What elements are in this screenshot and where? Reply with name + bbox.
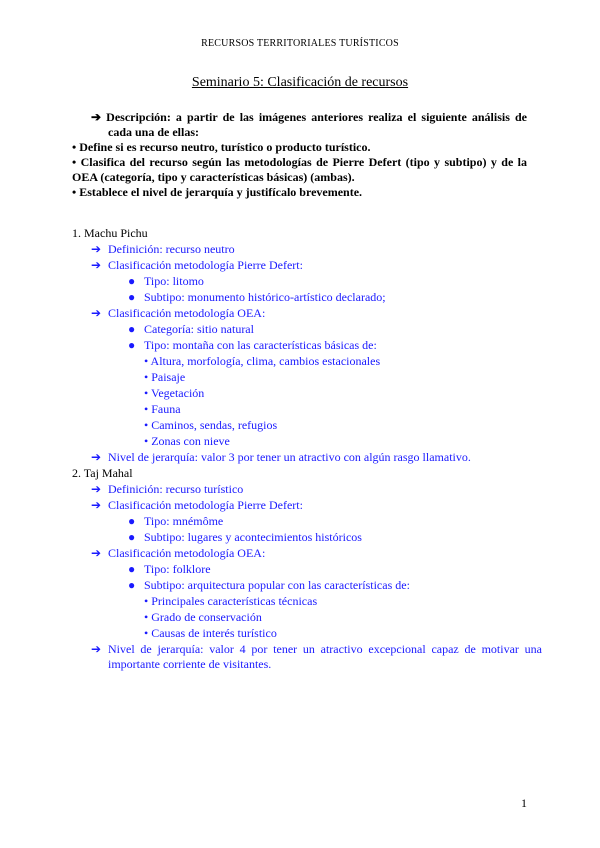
bullet-icon: ● bbox=[128, 322, 136, 336]
description-bullet-2: • Clasifica del recurso según las metodologías de Pierre Defert (tipo y subtipo) y de la OEA (categoría, tipo y características básicas) (ambas). bbox=[72, 155, 527, 184]
bullet-icon: ● bbox=[128, 530, 136, 544]
s1-oea-tipo: ● Tipo: montaña con las características básicas de: bbox=[128, 338, 377, 352]
s1-oea-heading: ➔ Clasificación metodología OEA: bbox=[91, 306, 266, 320]
s2-defert-heading: ➔ Clasificación metodología Pierre Defert: bbox=[91, 498, 303, 512]
s2-definition: ➔ Definición: recurso turístico bbox=[91, 482, 244, 496]
s2-oea-subtipo: ● Subtipo: arquitectura popular con las características de: bbox=[128, 578, 410, 592]
s2-oea-tipo: ● Tipo: folklore bbox=[128, 562, 211, 576]
bullet-icon: ● bbox=[128, 562, 136, 576]
bullet-icon: ● bbox=[128, 338, 136, 352]
s2-feature: • Principales características técnicas bbox=[144, 594, 318, 608]
s1-feature: • Paisaje bbox=[144, 370, 186, 384]
s1-feature: • Altura, morfología, clima, cambios estacionales bbox=[144, 354, 381, 368]
s2-nivel: ➔ Nivel de jerarquía: valor 4 por tener un atractivo excepcional capaz de motivar una importante corriente de visitantes. bbox=[91, 642, 542, 671]
s2-oea-heading: ➔ Clasificación metodología OEA: bbox=[91, 546, 266, 560]
s1-feature: • Caminos, sendas, refugios bbox=[144, 418, 278, 432]
arrow-icon: ➔ bbox=[91, 642, 102, 656]
bullet-icon: ● bbox=[128, 274, 136, 288]
s1-defert-subtipo: ● Subtipo: monumento histórico-artístico declarado; bbox=[128, 290, 386, 304]
s1-oea-categoria: ● Categoría: sitio natural bbox=[128, 322, 254, 336]
arrow-icon: ➔ bbox=[91, 546, 102, 560]
s1-defert-tipo: ● Tipo: litomo bbox=[128, 274, 204, 288]
arrow-icon: ➔ bbox=[91, 306, 102, 320]
page-title: Seminario 5: Clasificación de recursos bbox=[191, 75, 409, 90]
description-intro: ➔ Descripción: a partir de las imágenes anteriores realiza el siguiente análisis de cada una de ellas: bbox=[91, 110, 527, 139]
s2-feature: • Causas de interés turístico bbox=[144, 626, 277, 640]
page-header: RECURSOS TERRITORIALES TURÍSTICOS bbox=[201, 38, 399, 49]
description-bullet-3: • Establece el nivel de jerarquía y justifícalo brevemente. bbox=[72, 185, 363, 199]
s1-feature: • Fauna bbox=[144, 402, 181, 416]
section1-heading: 1. Machu Pichu bbox=[72, 226, 148, 240]
page-number: 1 bbox=[521, 796, 527, 810]
bullet-icon: ● bbox=[128, 514, 136, 528]
arrow-icon: ➔ bbox=[91, 498, 102, 512]
s2-feature: • Grado de conservación bbox=[144, 610, 262, 624]
s2-defert-tipo: ● Tipo: mnémôme bbox=[128, 514, 224, 528]
s1-feature: • Zonas con nieve bbox=[144, 434, 230, 448]
description-block bbox=[72, 110, 527, 200]
bullet-icon: ● bbox=[128, 578, 136, 592]
arrow-icon: ➔ bbox=[91, 482, 102, 496]
s1-defert-heading: ➔ Clasificación metodología Pierre Defert: bbox=[91, 258, 303, 272]
arrow-icon: ➔ bbox=[91, 450, 102, 464]
arrow-icon: ➔ bbox=[91, 258, 102, 272]
section2-heading: 2. Taj Mahal bbox=[72, 466, 133, 480]
s1-nivel: ➔ Nivel de jerarquía: valor 3 por tener un atractivo con algún rasgo llamativo. bbox=[91, 450, 471, 464]
s1-definition: ➔ Definición: recurso neutro bbox=[91, 242, 235, 256]
arrow-icon: ➔ bbox=[91, 242, 102, 256]
arrow-icon: ➔ bbox=[91, 110, 107, 124]
s2-defert-subtipo: ● Subtipo: lugares y acontecimientos históricos bbox=[128, 530, 362, 544]
description-bullet-1: • Define si es recurso neutro, turístico o producto turístico. bbox=[72, 140, 371, 154]
s1-feature: • Vegetación bbox=[144, 386, 205, 400]
bullet-icon: ● bbox=[128, 290, 136, 304]
